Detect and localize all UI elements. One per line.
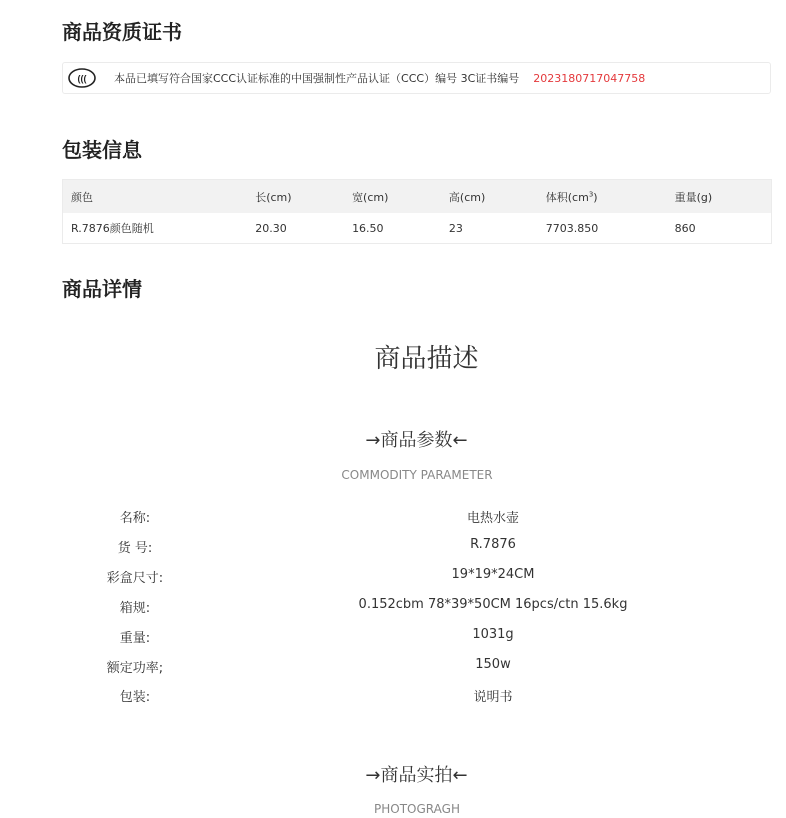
params-title: →商品参数← xyxy=(365,430,468,451)
param-label: 箱规: xyxy=(119,601,151,616)
param-value: R.7876 xyxy=(470,537,516,552)
cell-weight: 860 xyxy=(674,221,696,235)
header-weight: 重量(g) xyxy=(675,180,772,214)
header-length: 长(cm) xyxy=(255,180,352,214)
table-row xyxy=(63,213,772,244)
packaging-table xyxy=(62,179,772,244)
photo-title: →商品实拍← xyxy=(365,765,468,786)
param-row xyxy=(0,686,786,706)
packaging-section-title: 包装信息 xyxy=(62,138,142,162)
param-row xyxy=(0,507,786,527)
param-label: 包装: xyxy=(119,690,151,705)
param-row xyxy=(0,657,786,677)
param-value: 150w xyxy=(475,657,511,672)
param-label: 货 号: xyxy=(117,541,153,556)
param-value: 0.152cbm 78*39*50CM 16pcs/ctn 15.6kg xyxy=(358,597,628,612)
header-width: 宽(cm) xyxy=(352,180,449,214)
param-value: 说明书 xyxy=(473,690,513,705)
header-color: 颜色 xyxy=(63,180,256,214)
cell-color: R.7876颜色随机 xyxy=(71,222,154,235)
param-value: 1031g xyxy=(472,627,514,642)
cell-volume: 7703.850 xyxy=(545,221,599,235)
photo-subtitle: PHOTOGRAGH xyxy=(374,802,460,816)
description-title: 商品描述 xyxy=(374,344,479,374)
ccc-logo-icon xyxy=(68,68,96,88)
svg-text:(((: ((( xyxy=(77,73,87,84)
details-section-title: 商品详情 xyxy=(62,277,142,301)
param-value: 电热水壶 xyxy=(466,511,519,526)
param-row xyxy=(0,627,786,647)
param-label: 额定功率; xyxy=(106,661,164,676)
table-header-row xyxy=(63,180,772,214)
certificate-text: 本品已填写符合国家CCC认证标准的中国强制性产品认证（CCC）编号 3C证书编号 xyxy=(114,72,520,85)
header-volume: 体积$(cm^3)$ xyxy=(546,180,675,214)
param-value: 19*19*24CM xyxy=(451,567,535,582)
cell-length: 20.30 xyxy=(255,221,287,235)
certificate-number: 2023180717047758 xyxy=(533,71,646,85)
certificate-section-title: 商品资质证书 xyxy=(62,20,182,44)
param-label: 彩盒尺寸: xyxy=(106,571,164,586)
params-subtitle: COMMODITY PARAMETER xyxy=(341,468,493,482)
param-row xyxy=(0,567,786,587)
header-height: 高(cm) xyxy=(449,180,546,214)
param-row xyxy=(0,537,786,557)
param-row xyxy=(0,597,786,617)
cell-height: 23 xyxy=(448,221,463,235)
param-label: 名称: xyxy=(119,511,151,526)
certificate-box xyxy=(62,62,771,94)
cell-width: 16.50 xyxy=(352,221,384,235)
param-label: 重量: xyxy=(119,631,151,646)
